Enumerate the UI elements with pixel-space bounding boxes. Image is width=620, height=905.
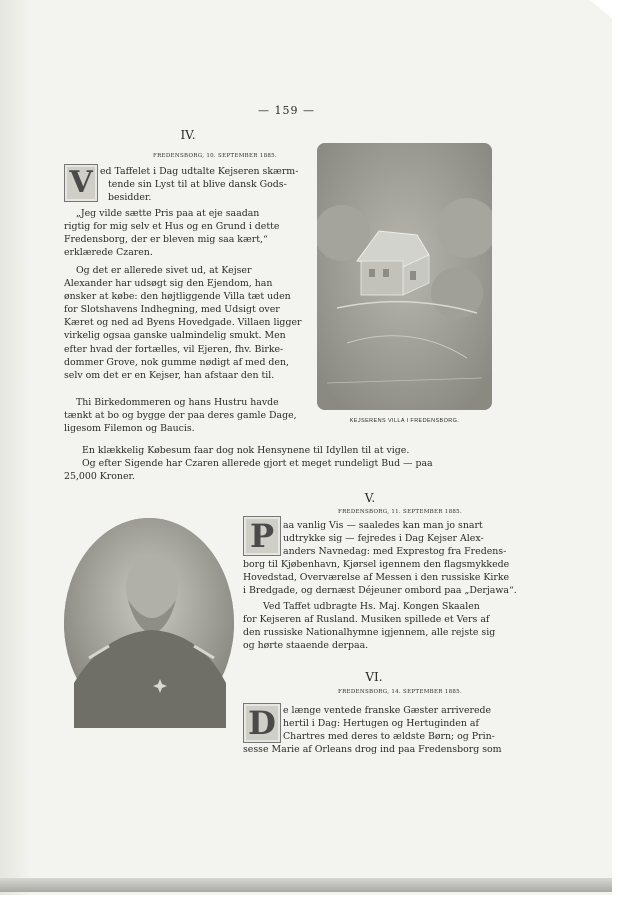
text-line: anders Navnedag: med Exprestog fra Fredens-	[283, 546, 507, 558]
text-line: Og efter Sigende har Czaren allerede gjort et meget rundeligt Bud — paa	[82, 458, 433, 469]
section-iv-opening	[100, 165, 308, 204]
czar-portrait-image	[64, 518, 234, 728]
section-iv-dropcap: V	[64, 164, 98, 202]
section-vi-dateline: FREDENSBORG, 14. SEPTEMBER 1885.	[337, 689, 463, 695]
section-v-paragraph-2	[243, 600, 497, 652]
text-line: sesse Marie af Orleans drog ind paa Fredensborg som	[243, 744, 502, 756]
text-line: for Slotshavens Indhegning, med Udsigt over	[64, 304, 280, 316]
text-line: Alexander har udsøgt sig den Ejendom, han	[64, 278, 273, 290]
text-line: ønsker at købe: den højtliggende Villa tæt uden	[64, 291, 291, 303]
section-iv-numeral: IV.	[180, 128, 196, 142]
text-line: erklærede Czaren.	[64, 247, 153, 259]
section-v-dropcap: P	[243, 516, 281, 556]
text-line: i Bredgade, og dernæst Déjeuner ombord paa „Derjawa“.	[243, 585, 517, 597]
text-line: efter hvad der fortælles, vil Ejeren, fhv. Birke-	[64, 343, 284, 355]
section-iv-paragraph-5	[64, 444, 504, 457]
section-iv-paragraph-3	[64, 264, 308, 382]
section-v-opening	[243, 519, 517, 598]
section-vi-numeral: VI.	[365, 670, 383, 684]
villa-photo	[317, 143, 492, 410]
text-line: besidder.	[108, 192, 152, 204]
text-line: Ved Taffet udbragte Hs. Maj. Kongen Skaalen	[263, 601, 480, 612]
section-vi-dropcap: D	[243, 703, 281, 743]
text-line: Og det er allerede sivet ud, at Kejser	[76, 265, 252, 276]
scanner-bottom-band	[0, 878, 612, 892]
text-line: aa vanlig Vis — saaledes kan man jo snart	[283, 520, 483, 531]
text-line: tende sin Lyst til at blive dansk Gods-	[108, 179, 287, 191]
page-left-shadow	[0, 0, 30, 895]
text-line: 25,000 Kroner.	[64, 471, 135, 483]
text-line: og hørte staaende derpaa.	[243, 640, 369, 652]
text-line: den russiske Nationalhymne igjennem, alle rejste sig	[243, 627, 496, 639]
section-vi-opening	[243, 704, 502, 756]
section-v-dateline: FREDENSBORG, 11. SEPTEMBER 1885.	[337, 509, 463, 515]
text-line: dommer Grove, nok gumme nødigt af med den,	[64, 356, 289, 368]
villa-photo-caption: KEJSERENS VILLA I FREDENSBORG.	[349, 418, 460, 424]
text-line: for Kejseren af Rusland. Musiken spillede et Vers af	[243, 614, 490, 626]
section-iv-paragraph-4	[64, 396, 308, 435]
text-line: Chartres med deres to ældste Børn; og Prin-	[283, 731, 495, 743]
section-v-numeral: V.	[364, 491, 376, 505]
section-iv-dateline: FREDENSBORG, 10. SEPTEMBER 1885.	[152, 153, 278, 159]
text-line: Hovedstad, Overværelse af Messen i den russiske Kirke	[243, 572, 510, 584]
text-line: tænkt at bo og bygge der paa deres gamle Dage,	[64, 410, 297, 422]
text-line: e længe ventede franske Gæster arriverede	[283, 705, 492, 716]
text-line: Fredensborg, der er bleven mig saa kært,“	[64, 234, 268, 246]
czar-portrait	[64, 518, 234, 728]
text-line: rigtig for mig selv et Hus og en Grund i dette	[64, 221, 280, 233]
text-line: selv om det er en Kejser, han afstaar den til.	[64, 369, 275, 381]
text-line: udtrykke sig — fejredes i Dag Kejser Alex-	[283, 533, 484, 545]
text-line: virkelig ogsaa ganske ualmindelig smukt. Men	[64, 330, 286, 342]
text-line: hertil i Dag: Hertugen og Hertuginden af	[283, 718, 479, 730]
page-number: — 159 —	[258, 104, 315, 117]
text-line: Thi Birkedommeren og hans Hustru havde	[76, 397, 279, 408]
text-line: ed Taffelet i Dag udtalte Kejseren skærm-	[100, 166, 299, 177]
text-line: „Jeg vilde sætte Pris paa at eje saadan	[76, 208, 260, 219]
text-line: En klækkelig Købesum faar dog nok Hensynene til Idyllen til at vige.	[82, 445, 410, 456]
text-line: Kæret og ned ad Byens Hovedgade. Villaen ligger	[64, 317, 302, 329]
text-line: ligesom Filemon og Baucis.	[64, 423, 195, 435]
section-iv-paragraph-2	[64, 207, 308, 259]
text-line: borg til Kjøbenhavn, Kjørsel igennem den flagsmykkede	[243, 559, 510, 571]
section-iv-paragraph-6	[64, 457, 504, 483]
villa-photo-image	[317, 143, 492, 410]
